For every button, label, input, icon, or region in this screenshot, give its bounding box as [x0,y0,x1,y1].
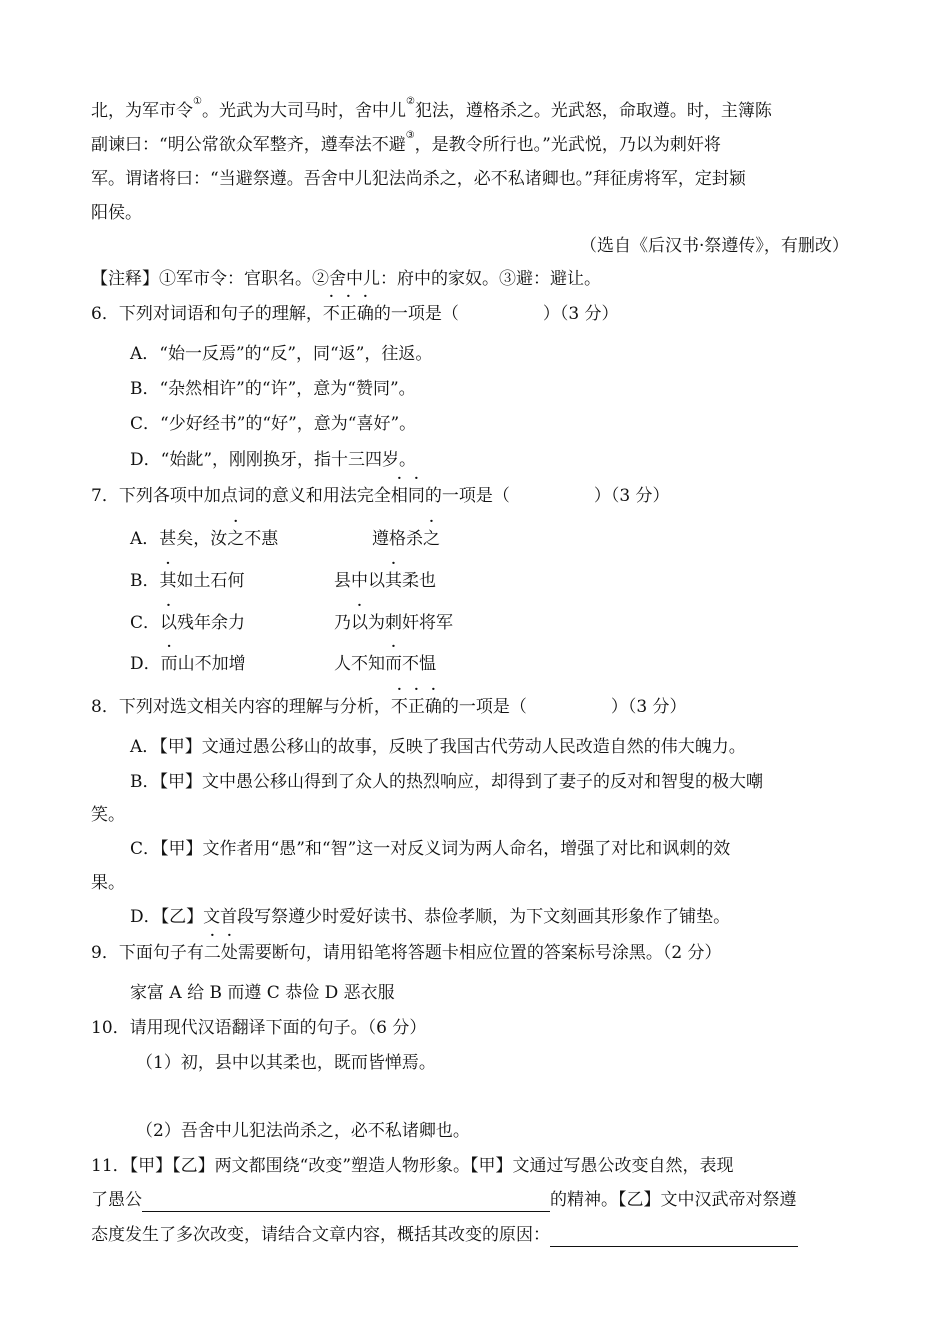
q9-stem: 9．下面句子有二处需要断句，请用铅笔将答题卡相应位置的答案标号涂黑。（2 分） [91,943,722,963]
emphasis-dot-char: 正 [339,304,357,324]
emphasis-dot-char: 之 [423,529,440,549]
emphasis-dot-char: 不 [322,304,340,324]
answer-blank-2[interactable] [550,1228,798,1247]
passage-notes: 【注释】①军市令：官职名。②舍中儿：府中的家奴。③避：避让。 [91,269,601,289]
passage-line-3: 军。谓诸将曰：“当避祭遵。吾舍中儿犯法尚杀之，必不私诸卿也。”拜征虏将军，定封颍 [91,169,746,189]
emphasis-dot-char: 其 [159,571,177,591]
emphasis-dot-char: 以 [160,613,178,633]
emphasis-dot-char: 处 [220,943,238,963]
note-marker: ③ [405,130,415,141]
q10-stem: 10．请用现代汉语翻译下面的句子。（6 分） [91,1018,427,1038]
q7-option-a-compare: 遵格杀之 [372,529,440,549]
passage-line-1: 北，为军市令①。光武为大司马时，舍中儿②犯法，遵格杀之。光武怒，命取遵。时，主簿陈 [91,96,772,121]
q7-option-c[interactable]: C．以残年余力 [130,613,246,633]
emphasis-dot-char: 以 [351,613,368,633]
note-marker: ① [193,96,202,107]
q8-option-b[interactable]: B．【甲】文中愚公移山得到了众人的热烈响应，却得到了妻子的反对和智叟的极大嘲 [130,772,763,792]
emphasis-dot-char: 确 [356,304,374,324]
passage-line-2: 副谏曰：“明公常欲众军整齐，遵奉法不避③，是教令所行也。”光武悦，乃以为刺奸将 [91,130,721,155]
q7-option-d[interactable]: D．而山不加增 [130,654,246,674]
q6-option-a[interactable]: A．“始一反焉”的“反”，同“返”，往返。 [130,344,433,364]
emphasis-dot-char: 不 [390,697,408,717]
q7-option-b-compare: 县中以其柔也 [334,571,436,591]
q7-stem: 7．下列各项中加点词的意义和用法完全相同的一项是（ ）（3 分） [91,486,670,506]
q10-sentence-2: （2）吾舍中儿犯法尚杀之，必不私诸卿也。 [136,1121,470,1141]
q6-option-c[interactable]: C．“少好经书”的“好”，意为“喜好”。 [130,414,417,434]
q8-option-b-cont: 笑。 [91,805,125,825]
emphasis-dot-char: 而 [160,654,178,674]
q7-option-c-compare: 乃以为刺奸将军 [334,613,453,633]
emphasis-dot-char: 之 [227,529,245,549]
passage-line-4: 阳侯。 [91,203,142,223]
q8-stem: 8．下列对选文相关内容的理解与分析，不正确的一项是（ ）（3 分） [91,697,687,717]
q11-line-3: 态度发生了多次改变，请结合文章内容，概括其改变的原因： [91,1223,798,1247]
emphasis-dot-char: 其 [385,571,402,591]
q8-option-c-cont: 果。 [91,873,125,893]
q8-option-d[interactable]: D．【乙】文首段写祭遵少时爱好读书、恭俭孝顺，为下文刻画其形象作了铺垫。 [130,907,731,927]
passage-source: （选自《后汉书·祭遵传》，有删改） [580,236,849,256]
q11-line-2: 了愚公 的精神。【乙】文中汉武帝对祭遵 [91,1190,797,1210]
emphasis-dot-char: 正 [407,697,425,717]
answer-blank-1[interactable] [142,1193,550,1212]
q8-option-a[interactable]: A．【甲】文通过愚公移山的故事，反映了我国古代劳动人民改造自然的伟大魄力。 [130,737,746,757]
q6-option-b[interactable]: B．“杂然相许”的“许”，意为“赞同”。 [130,379,416,399]
emphasis-dot-char: 相 [390,486,408,506]
note-marker: ② [405,96,415,107]
q7-option-b[interactable]: B．其如土石何 [130,571,245,591]
q10-sentence-1: （1）初，县中以其柔也，既而皆惮焉。 [136,1053,436,1073]
emphasis-dot-char: 而 [385,654,402,674]
emphasis-dot-char: 同 [407,486,425,506]
q7-option-d-compare: 人不知而不愠 [334,654,436,674]
emphasis-dot-char: 二 [203,943,221,963]
q6-option-d[interactable]: D．“始龀”，刚刚换牙，指十三四岁。 [130,450,417,470]
emphasis-dot-char: 确 [424,697,442,717]
q6-stem: 6．下列对词语和句子的理解，不正确的一项是（ ）（3 分） [91,304,619,324]
q11-line-1: 11．【甲】【乙】两文都围绕“改变”塑造人物形象。【甲】文通过写愚公改变自然，表现 [91,1156,734,1176]
q7-option-a[interactable]: A．甚矣，汝之不惠 [130,529,279,549]
q8-option-c[interactable]: C．【甲】文作者用“愚”和“智”这一对反义词为两人命名，增强了对比和讽刺的效 [130,839,731,859]
q9-sentence: 家富 A 给 B 而遵 C 恭俭 D 恶衣服 [130,983,395,1003]
